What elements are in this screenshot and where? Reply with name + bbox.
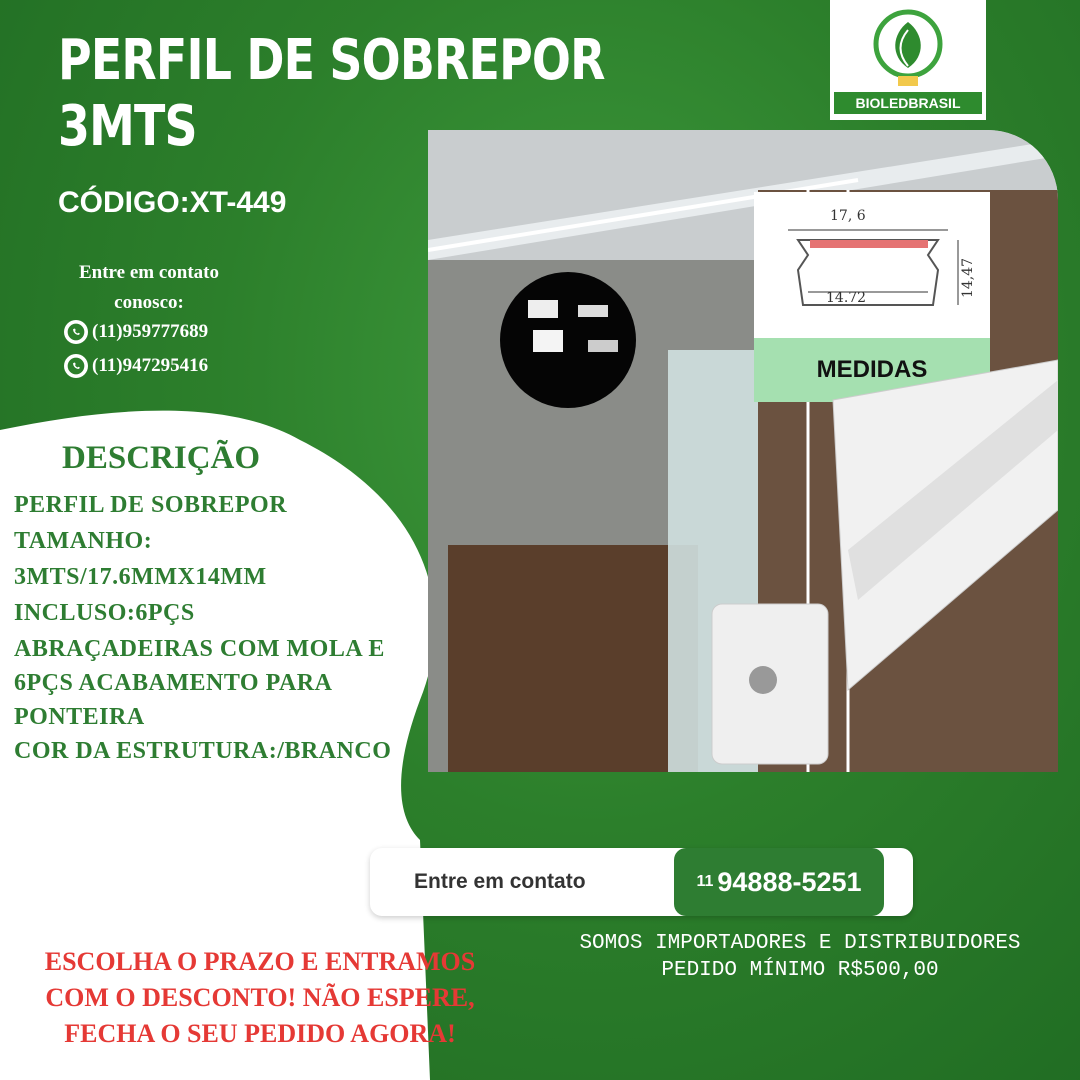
- description-line: ABRAÇADEIRAS COM MOLA E: [14, 636, 385, 662]
- brand-logo: [830, 0, 986, 120]
- measure-top-value: 17, 6: [830, 208, 866, 224]
- phone-1[interactable]: (11)959777689: [64, 320, 208, 344]
- cta-number: 94888-5251: [717, 866, 862, 897]
- whatsapp-icon: [64, 354, 88, 378]
- description-line: PERFIL DE SOBREPOR: [14, 492, 288, 518]
- description-line: 6PÇS ACABAMENTO PARA: [14, 670, 333, 696]
- measure-height-value: 14,47: [960, 257, 977, 299]
- description-line: COR DA ESTRUTURA:/BRANCO: [14, 738, 392, 764]
- cta-phone-button[interactable]: [674, 848, 884, 916]
- contact-label: Entre em contato conosco:: [78, 262, 219, 313]
- description-line: PONTEIRA: [14, 704, 145, 730]
- product-photo: [428, 130, 1058, 772]
- product-title: PERFIL DE SOBREPOR 3MTS: [58, 28, 605, 159]
- phone-2[interactable]: (11)947295416: [64, 354, 208, 378]
- measure-inner-value: 14.72: [826, 290, 867, 306]
- lightbulb-leaf-icon: [868, 6, 948, 90]
- profile-measure-diagram: [768, 200, 978, 330]
- description-line: INCLUSO:6PÇS: [14, 600, 195, 626]
- description-line: TAMANHO:: [14, 528, 153, 554]
- whatsapp-icon: [64, 320, 88, 344]
- promo-text: ESCOLHA O PRAZO E ENTRAMOS COM O DESCONTO! NÃO ESPERE, FECHA O SEU PEDIDO AGORA!: [44, 947, 476, 1048]
- cta-label: Entre em contato: [414, 870, 586, 893]
- cta-ddd: 11: [696, 873, 714, 890]
- measures-label: MEDIDAS: [816, 356, 928, 383]
- description-line: 3MTS/17.6MMX14MM: [14, 564, 267, 590]
- brand-name: BIOLEDBRASIL: [834, 92, 982, 114]
- importers-text: SOMOS IMPORTADORES E DISTRIBUIDORES PEDIDO MÍNIMO R$500,00: [579, 932, 1021, 982]
- contact-cta-bar[interactable]: [370, 848, 913, 916]
- product-code: CÓDIGO:XT-449: [58, 186, 287, 219]
- description-title: DESCRIÇÃO: [62, 440, 261, 476]
